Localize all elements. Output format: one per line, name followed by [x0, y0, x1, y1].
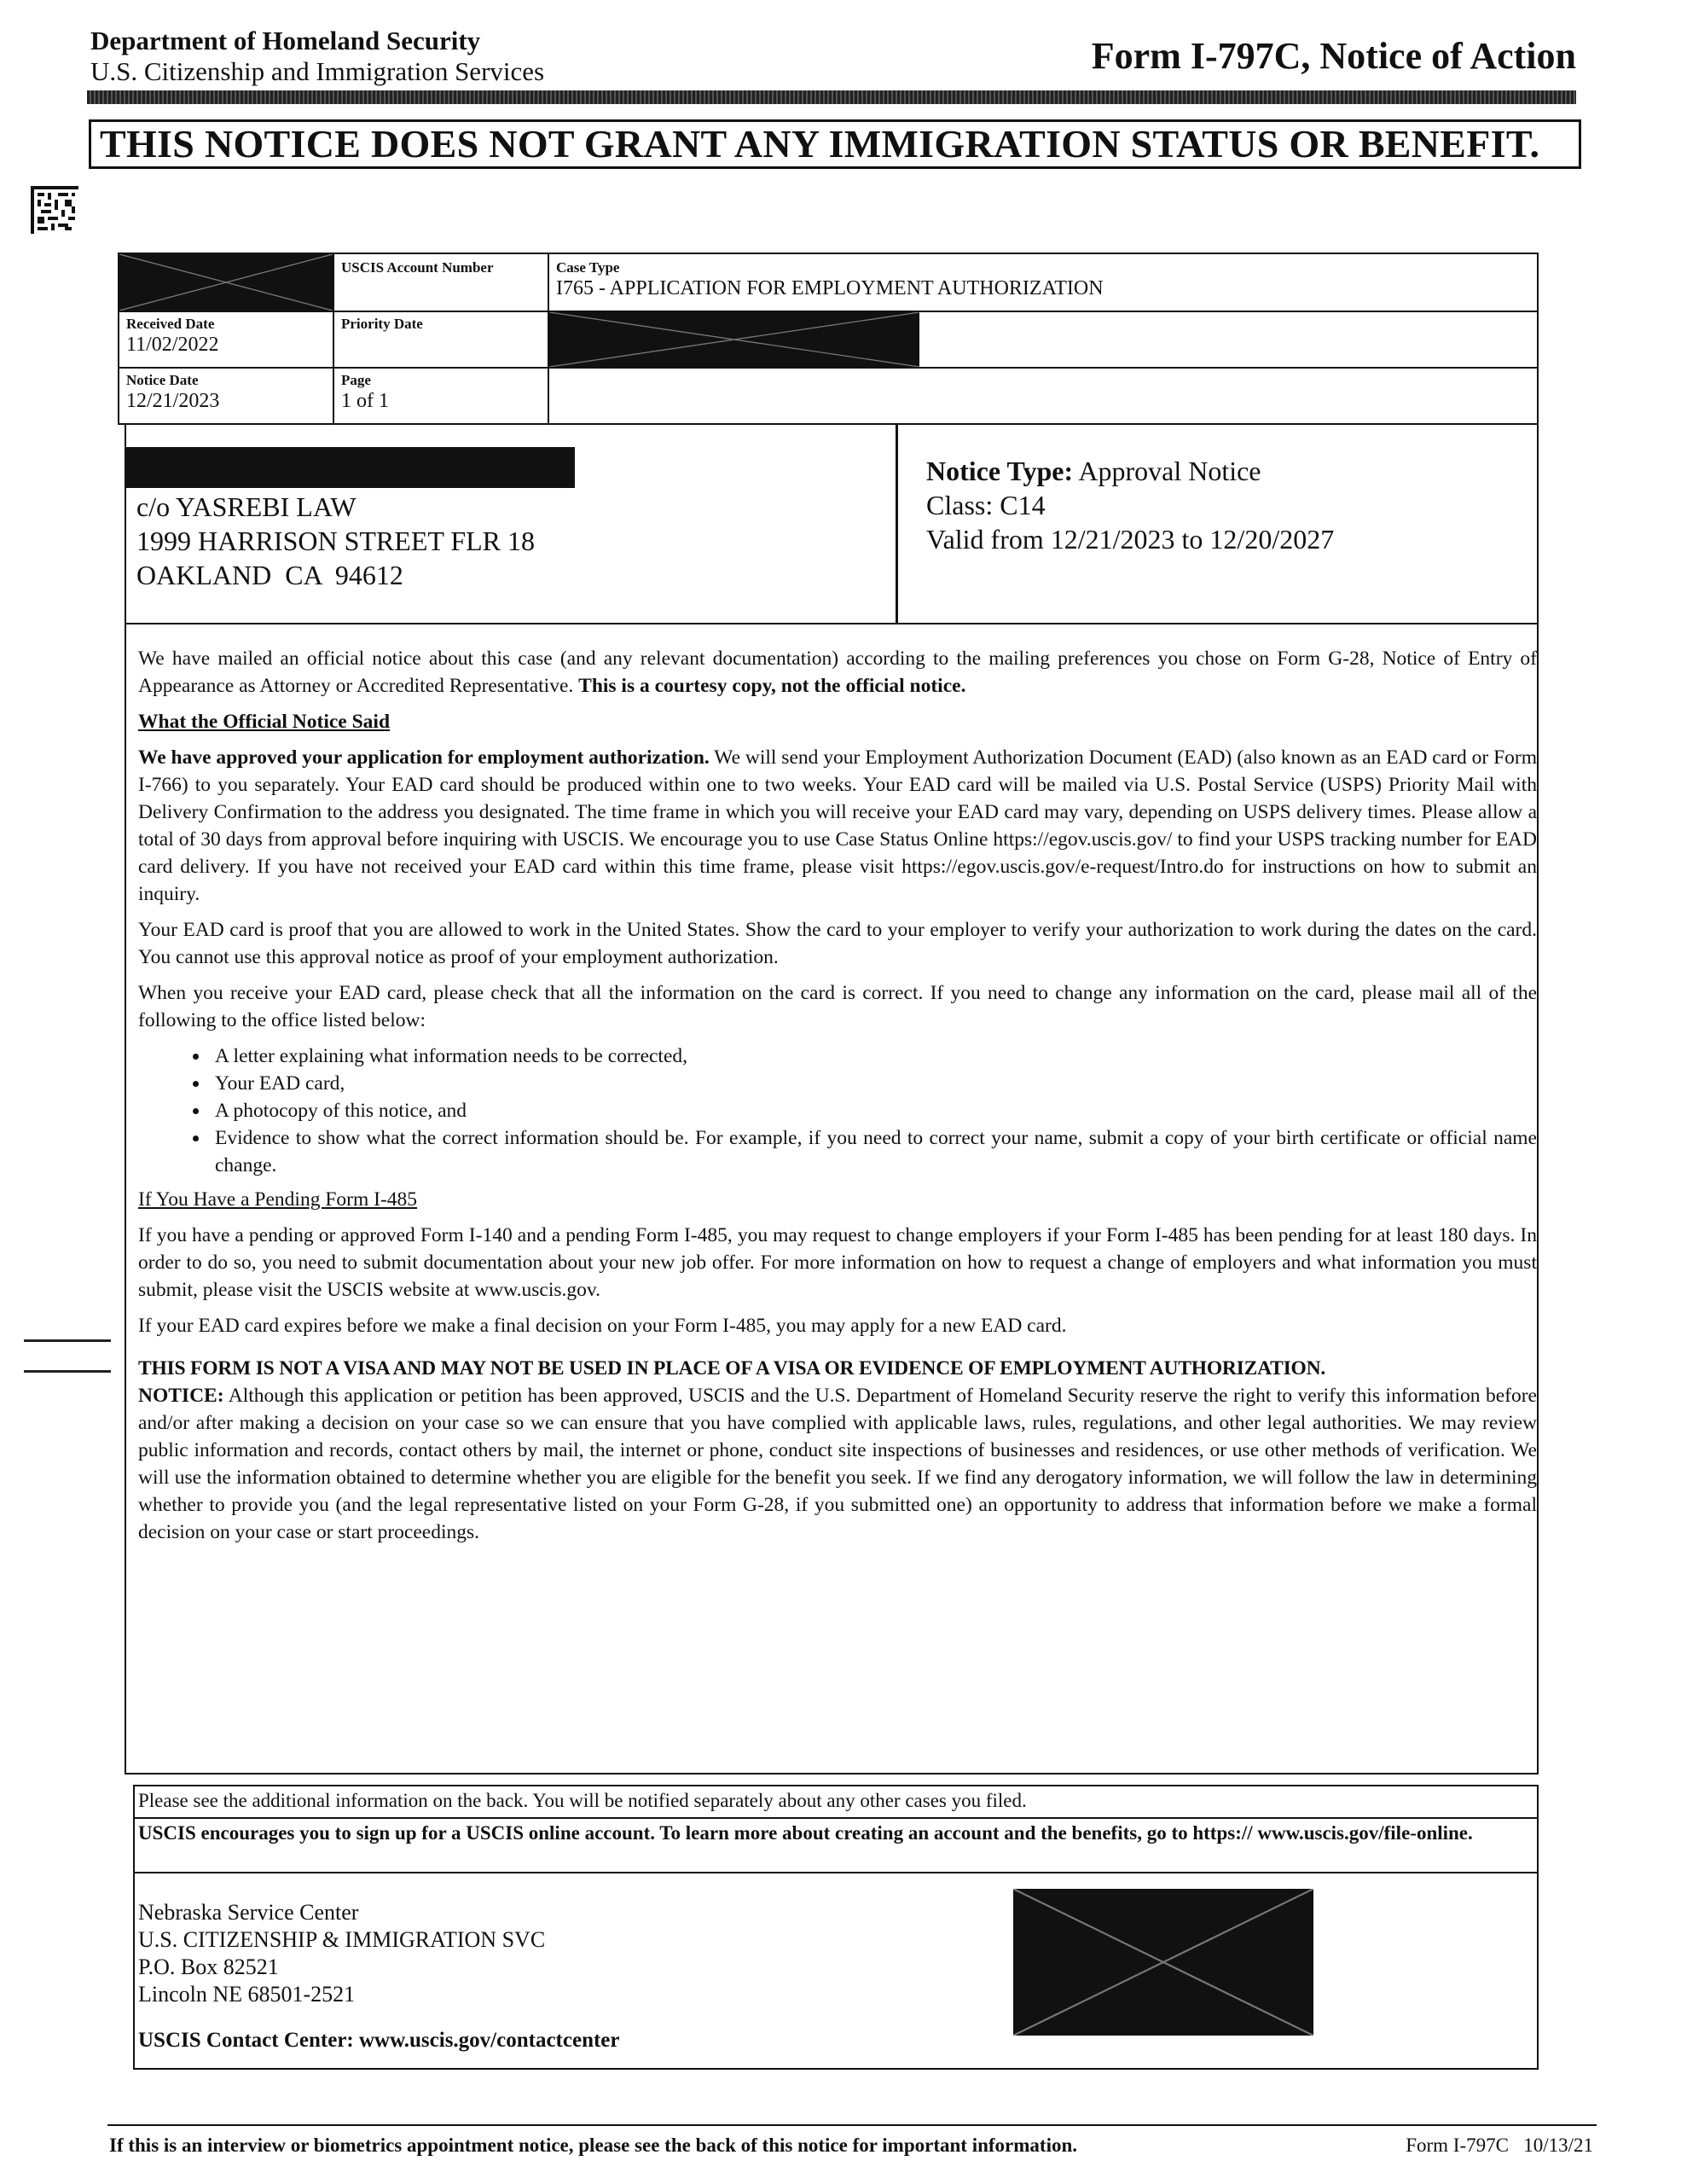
form-title: Form I-797C, Notice of Action: [1091, 35, 1576, 77]
page-cell: [333, 367, 549, 425]
case-info-box: [118, 253, 1539, 425]
list-item: • A letter explaining what information needs to be corrected,: [210, 1043, 1537, 1070]
contact-center: USCIS Contact Center: www.uscis.gov/contactcenter: [138, 2029, 620, 2052]
notice-date-cell: [118, 367, 334, 425]
online-account-box: [133, 1817, 1539, 1873]
paragraph-ead-expiry: If your EAD card expires before we make a final decision on your Form I-485, you may apply for a new EAD card.: [138, 1315, 1067, 1337]
form-edition: Form I-797C 10/13/21: [1406, 2135, 1593, 2156]
mailing-address: [136, 490, 535, 592]
additional-info-text: Please see the additional information on the back. You will be notified separately about any other cases you filed.: [138, 1790, 1027, 1811]
paragraph-courtesy: We have mailed an official notice about this case (and any relevant documentation) according to the mailing preferences you chose on Form G-28, Notice of Entry of Appearance as Attorney or Accredited Representative. This is a courtesy copy, not the official notice.: [138, 648, 1537, 697]
heading-official-notice: What the Official Notice Said: [138, 711, 391, 733]
page-label: Page: [341, 372, 371, 388]
margin-mark: [24, 1370, 111, 1373]
paragraph-verification-notice: NOTICE: Although this application or petition has been approved, USCIS and the U.S. Department of Homeland Security reserve the right to verify this information before and/or after making a decision on your case so we can ensure that you have complied with applicable laws, rules, regulations, and other legal authorities. We may review public information and records, contact others by mail, the internet or phone, conduct site inspections of businesses and residences, or use other methods of verification. We will use the information obtained to determine whether you are eligible for the benefit you seek. If we find any derogatory information, we will follow the law in determining whether to provide you (and the legal representative listed on your Form G-28, if you submitted one) an opportunity to address that information before we make a formal decision on your case or start proceedings.: [138, 1385, 1537, 1543]
notice-date-value: 12/21/2023: [126, 390, 220, 412]
heading-pending-i485: If You Have a Pending Form I-485: [138, 1188, 418, 1211]
paragraph-pending-i485: If you have a pending or approved Form I-140 and a pending Form I-485, you may request to change employers if your Form I-485 has been pending for at least 180 days. In order to do so, you need to submit documentation about your new job offer. For more information on how to request a change of employers and what information you must submit, please visit the USCIS website at www.uscis.gov.: [138, 1224, 1537, 1301]
paragraph-ead-proof: Your EAD card is proof that you are allowed to work in the United States. Show the card to your employer to verify your authorization to work during the dates on the card. You cannot use this approval notice as proof of your employment authorization.: [138, 919, 1537, 968]
header-rule: [87, 90, 1576, 104]
account-number-cell: [333, 253, 549, 312]
account-number-label: USCIS Account Number: [341, 259, 494, 276]
barcode-icon: [31, 186, 78, 234]
case-type-label: Case Type: [556, 259, 620, 276]
address-line-2: 1999 HARRISON STREET FLR 18: [136, 526, 536, 556]
online-account-text: USCIS encourages you to sign up for a USCIS online account. To learn more about creating an account and the benefits, go to https:// www.uscis.gov/file-online.: [138, 1822, 1473, 1844]
notice-type-label: Notice Type:: [926, 456, 1074, 486]
received-date-cell: [118, 311, 334, 369]
beneficiary-redacted: [549, 312, 919, 367]
bottom-rule: [107, 2124, 1597, 2126]
case-type-cell: [548, 253, 1539, 312]
notice-date-label: Notice Date: [126, 372, 199, 388]
address-divider: [896, 423, 898, 624]
page-value: 1 of 1: [341, 390, 389, 412]
notice-type-block: [926, 454, 1334, 556]
department-name: Department of Homeland Security: [90, 26, 481, 55]
case-type-value: I765 - APPLICATION FOR EMPLOYMENT AUTHORIZATION: [556, 277, 1104, 299]
address-line-1: c/o YASREBI LAW: [136, 491, 357, 522]
paragraph-approval: We have approved your application for employment authorization. We will send your Employment Authorization Document (EAD) (also known as an EAD card or Form I-766) to you separately. Your EAD card should be produced within one to two weeks. Your EAD card will be mailed via U.S. Postal Service (USPS) Priority Mail with Delivery Confirmation to the address you designated. The time frame in which you will receive your EAD card may vary, depending on USPS delivery times. Please allow a total of 30 days from approval before inquiring with USCIS. We encourage you to use Case Status Online https://egov.uscis.gov/ to find your USPS tracking number for EAD card delivery. If you have not received your EAD card within this time frame, please visit https://egov.uscis.gov/e-request/Intro.do for instructions on how to submit an inquiry.: [138, 746, 1537, 905]
service-center-line-1: Nebraska Service Center: [138, 1900, 359, 1925]
blank-cell: [548, 367, 1539, 425]
notice-body: [138, 645, 1537, 1554]
bottom-note: If this is an interview or biometrics appointment notice, please see the back of this notice for important information.: [109, 2135, 1077, 2156]
status-banner: THIS NOTICE DOES NOT GRANT ANY IMMIGRATION STATUS OR BENEFIT.: [89, 119, 1581, 169]
margin-mark: [24, 1339, 111, 1342]
barcode-redacted: [1013, 1889, 1313, 2036]
notice-type-value: Approval Notice: [1078, 456, 1261, 486]
priority-date-label: Priority Date: [341, 316, 423, 332]
address-line-3: OAKLAND CA 94612: [136, 560, 403, 590]
service-center-address: [138, 1899, 545, 2008]
priority-date-cell: [333, 311, 549, 369]
list-item: • Evidence to show what the correct information should be. For example, if you need to correct your name, submit a copy of your birth certificate or official name change.: [210, 1124, 1537, 1179]
received-date-label: Received Date: [126, 316, 215, 332]
agency-name: U.S. Citizenship and Immigration Services: [90, 56, 545, 86]
class-line: Class: C14: [926, 490, 1046, 520]
name-redacted: [126, 447, 575, 488]
received-date-value: 11/02/2022: [126, 334, 219, 356]
validity-line: Valid from 12/21/2023 to 12/20/2027: [926, 524, 1335, 555]
list-item: • A photocopy of this notice, and: [210, 1097, 1537, 1124]
additional-info-box: [133, 1785, 1539, 1819]
service-center-line-2: U.S. CITIZENSHIP & IMMIGRATION SVC: [138, 1927, 546, 1952]
receipt-number-redacted: [118, 253, 334, 312]
list-item: • Your EAD card,: [210, 1070, 1537, 1097]
service-center-line-3: P.O. Box 82521: [138, 1955, 279, 1979]
paragraph-not-a-visa: THIS FORM IS NOT A VISA AND MAY NOT BE USED IN PLACE OF A VISA OR EVIDENCE OF EMPLOYMENT AUTHORIZATION.: [138, 1357, 1326, 1380]
paragraph-check-info: When you receive your EAD card, please check that all the information on the card is correct. If you need to change any information on the card, please mail all of the following to the office listed below:: [138, 982, 1537, 1031]
corrections-list: [138, 1043, 1537, 1179]
service-center-line-4: Lincoln NE 68501-2521: [138, 1982, 356, 2007]
